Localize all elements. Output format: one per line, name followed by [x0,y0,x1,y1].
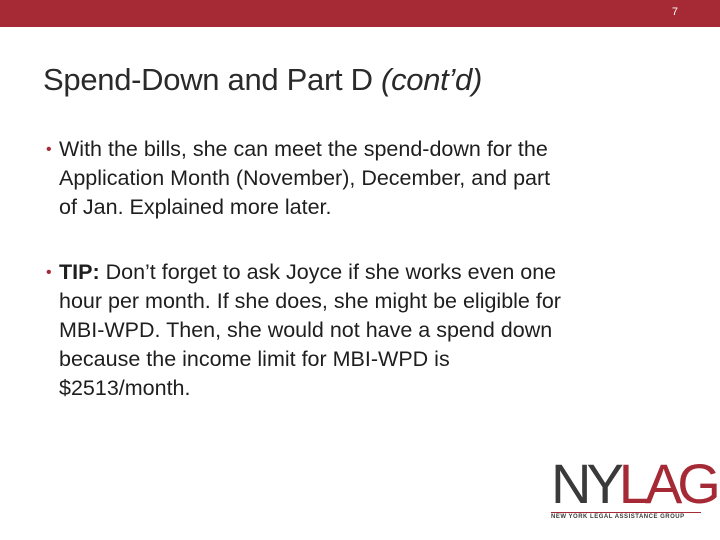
logo-tagline: NEW YORK LEGAL ASSISTANCE GROUP [551,512,701,520]
bullet-body: Don’t forget to ask Joyce if she works even one hour per month. If she does, she might be eligible for MBI-WPD. Then, she would not have a spend down because the income limit for MBI-WPD is $2513/month. [59,260,561,400]
bullet-text [59,135,676,222]
page-number: 7 [671,6,678,18]
bullet-body: With the bills, she can meet the spend-down for the Application Month (November), December, and part of Jan. Explained more later. [59,137,551,219]
bullet-dot-icon: • [46,141,52,158]
nylag-logo [551,452,716,520]
slide-title-main: Spend-Down and Part D [43,62,382,97]
logo-part-ny: NY [551,452,619,515]
top-banner [0,0,720,27]
bullet-item-tip [46,258,676,403]
logo-wordmark [551,452,716,515]
tip-label: TIP: [59,260,100,284]
slide-title [43,62,482,98]
bullet-dot-icon: • [46,264,52,281]
logo-part-lag: LAG [618,452,716,515]
bullet-text [59,258,676,403]
slide-title-italic: (cont’d) [381,62,483,97]
bullet-item [46,135,676,222]
